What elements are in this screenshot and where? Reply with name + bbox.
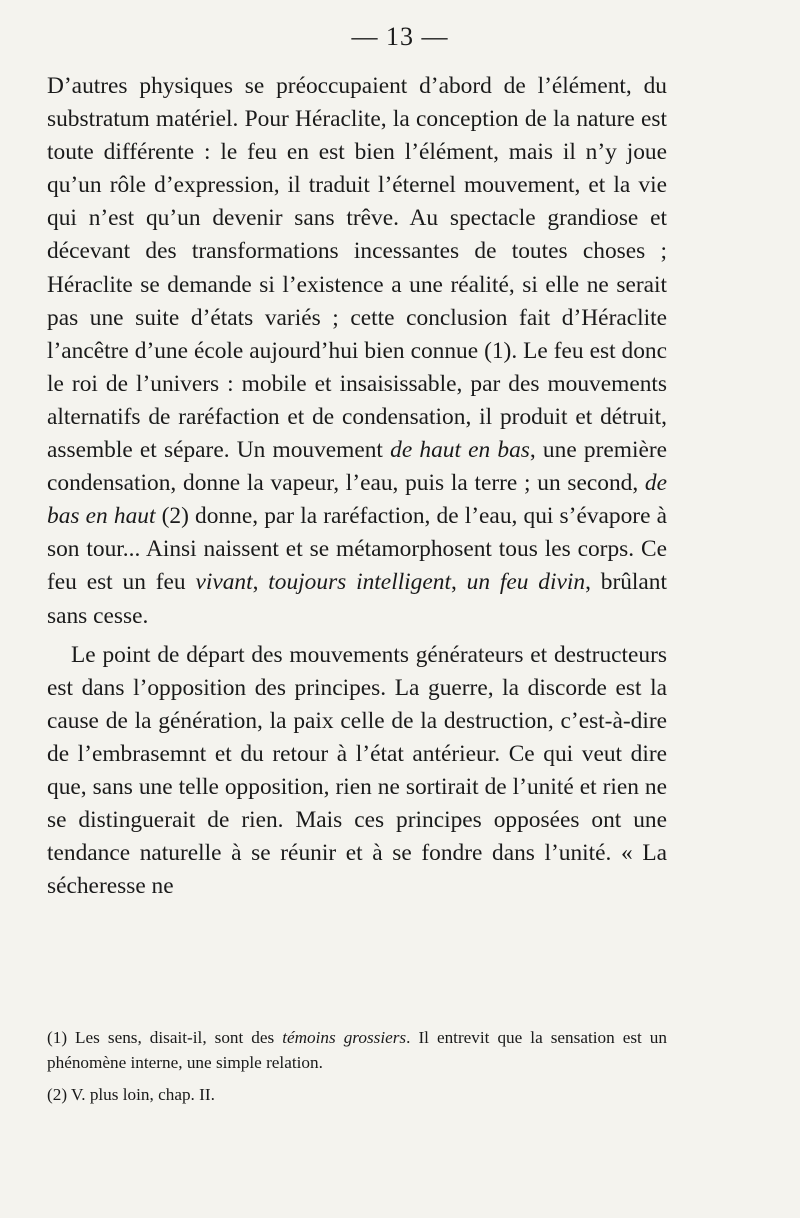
text-run: , [252,569,269,596]
paragraph-1 [47,70,667,633]
footnote-2 [47,1082,667,1107]
text-run: (2) V. plus loin, chap. II. [47,1085,215,1104]
text-run: , une première condensation, donne la vapeur, l’eau, puis la terre ; un second, [47,437,667,497]
footnotes [47,1025,667,1107]
text-run: , [450,569,467,596]
text-run: , brûlant sans cesse. [47,569,667,629]
text-run: Le point de départ des mouvements générateurs et destructeurs est dans l’opposition des principes. La guerre, la discorde est la cause de la génération, la paix celle de la destruction, c’est-à-dire de l’embrasemnt et du retour à l’état antérieur. Ce qui veut dire que, sans une telle opposition, rien ne sortirait de l’unité et rien ne se distinguerait de rien. Mais ces principes opposées ont une tendance naturelle à se réunir et à se fondre dans l’unité. « La sécheresse ne [47,641,667,900]
main-text [47,70,667,903]
italic-run: un feu divin [466,569,586,596]
text-run: D’autres physiques se préoccupaient d’abord de l’élément, du substratum matériel. Pour Héraclite, la conception de la nature est toute différente : le feu en est bien l’élément, mais il n’y joue qu’un rôle d’expression, il traduit l’éternel mouvement, et la vie qui n’est qu’un devenir sans trêve. Au spectacle grandiose et décevant des transformations incessantes de toutes choses ; Héraclite se demande si l’existence a une réalité, si elle ne serait pas une suite d’états variés ; cette conclusion fait d’Héraclite l’ancêtre d’une école aujourd’hui bien connue (1). Le feu est donc le roi de l’univers : mobile et insaisissable, par des mouvements alternatifs de raréfaction et de condensation, il produit et détruit, assemble et sépare. Un mouvement [47,73,667,464]
italic-run: vivant [195,569,253,596]
text-run: . Il entrevit que la sensation est un phénomène interne, une simple relation. [47,1028,667,1072]
text-run: (1) Les sens, disait-il, sont des [47,1028,283,1047]
paragraph-2 [47,639,667,904]
italic-run: témoins grossiers [282,1028,407,1047]
footnote-1 [47,1025,667,1075]
page-number-header: — 13 — [351,22,449,51]
text-run: (2) donne, par la raréfaction, de l’eau, qui s’évapore à son tour... Ainsi naissent et se métamorphosent tous les corps. Ce feu est un feu [47,503,667,596]
italic-run: de haut en bas [390,437,530,464]
italic-run: toujours intelligent [268,569,451,596]
italic-run: de bas en haut [47,470,667,530]
